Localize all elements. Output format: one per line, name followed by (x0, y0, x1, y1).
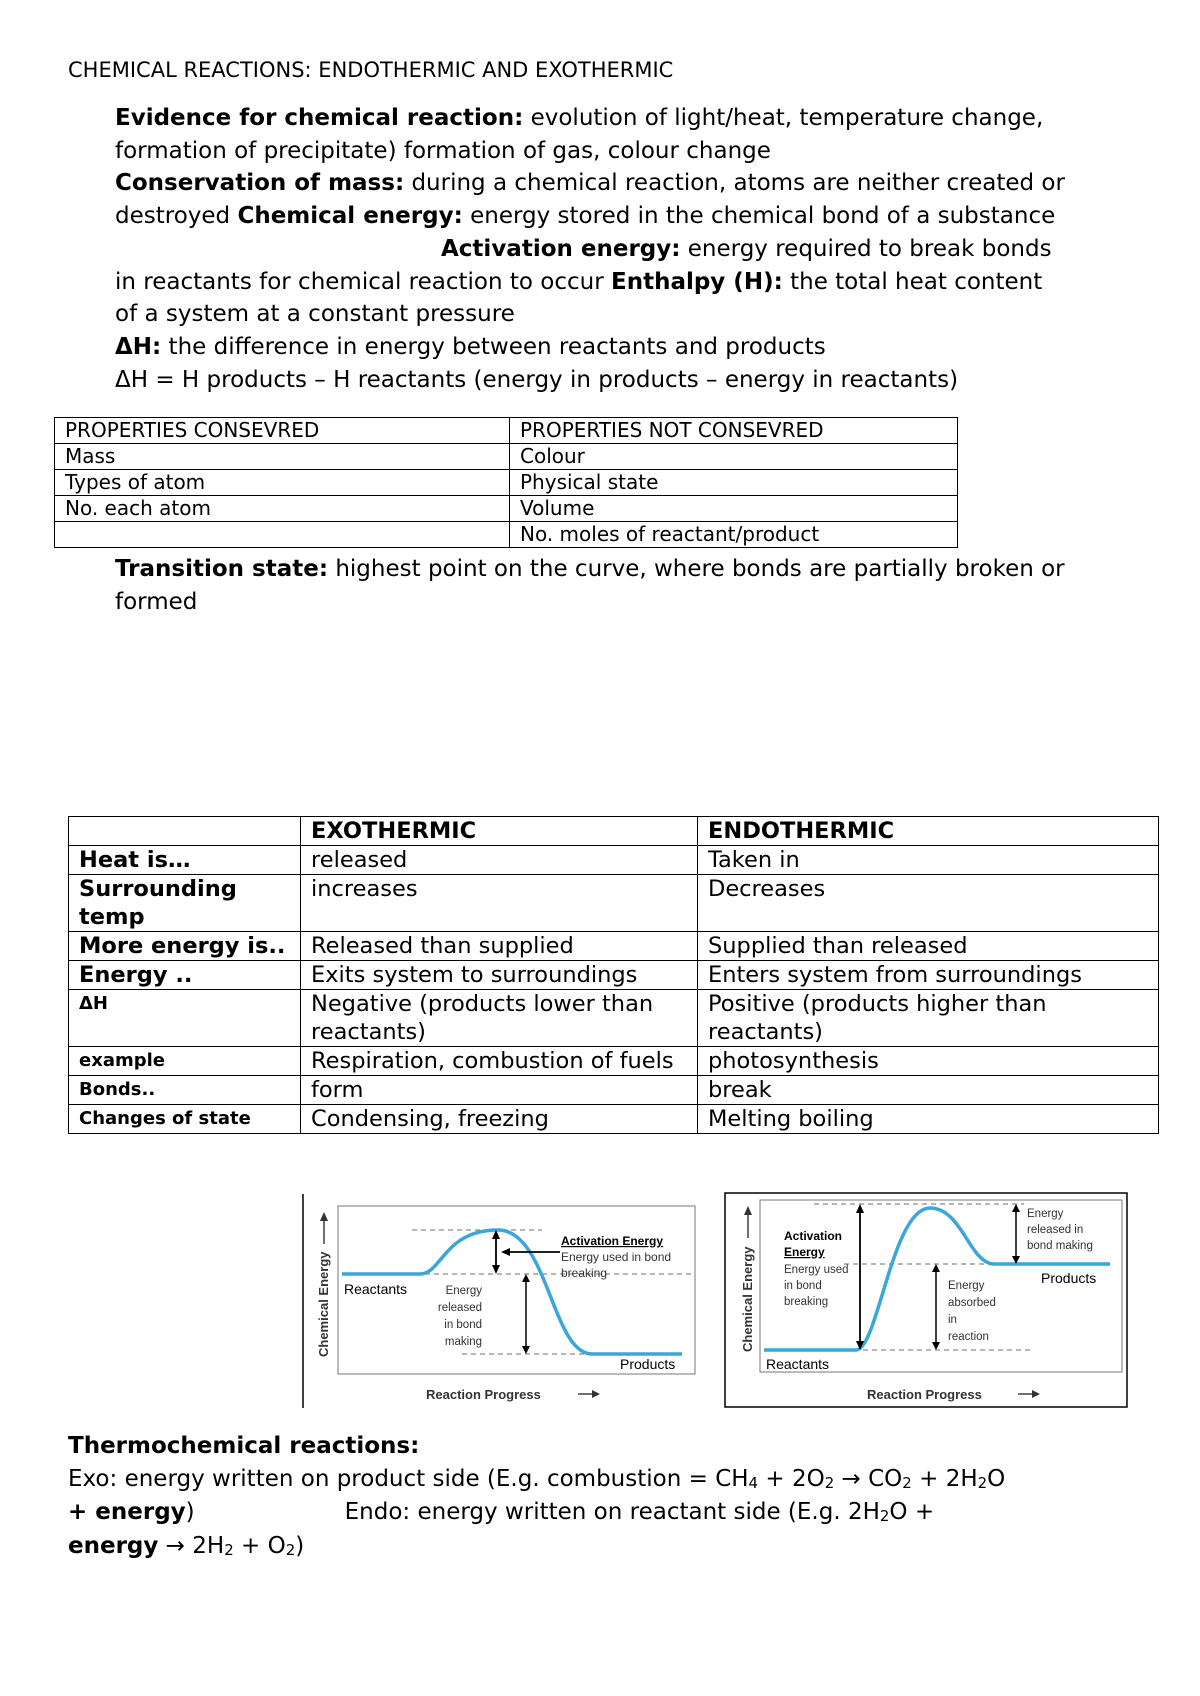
released-label-line: in bond (444, 1319, 482, 1331)
page-title: CHEMICAL REACTIONS: ENDOTHERMIC AND EXOTHERMIC (68, 58, 674, 82)
def-text-evidence: evolution of light/heat, temperature change, formation of precipitate) formation of gas, colour change (115, 105, 1044, 164)
properties-header-not-conserved: PROPERTIES NOT CONSEVRED (510, 418, 958, 444)
equation-part: O + (889, 1499, 935, 1526)
activation-label-line: breaking (561, 1266, 608, 1280)
table-cell: Released than supplied (301, 932, 698, 961)
arrowhead (492, 1265, 500, 1274)
arrowhead (522, 1274, 530, 1282)
table-cell: No. moles of reactant/product (510, 522, 958, 548)
equation-part: + O (233, 1532, 286, 1559)
subscript: 2 (879, 1507, 890, 1526)
arrowhead (1032, 1390, 1040, 1398)
row-label: Surrounding temp (69, 875, 301, 932)
table-row (69, 990, 1159, 1047)
def-term-chemical-energy: Chemical energy: (237, 203, 463, 230)
table-cell: Respiration, combustion of fuels (301, 1047, 698, 1076)
activation-title-line: Activation (784, 1229, 843, 1243)
def-term-activation: Activation energy: (441, 235, 681, 262)
thermochemical-block (68, 1430, 1128, 1563)
table-row (69, 961, 1159, 990)
properties-header-conserved: PROPERTIES CONSEVRED (55, 418, 510, 444)
table-cell: photosynthesis (698, 1047, 1159, 1076)
subscript: 2 (824, 1474, 835, 1493)
arrowhead (1012, 1204, 1020, 1212)
released-label-line: making (444, 1336, 482, 1348)
def-text-deltah: the difference in energy between reactants and products (161, 333, 826, 360)
row-label: example (69, 1047, 301, 1076)
arrowhead (744, 1206, 752, 1215)
table-cell: Colour (510, 444, 958, 470)
absorbed-label-line: absorbed (948, 1297, 996, 1309)
exo-statement: Exo: energy written on product side (E.g. combustion = CH (68, 1466, 749, 1493)
definitions-block (115, 102, 1070, 396)
comparison-header-exothermic: EXOTHERMIC (301, 817, 698, 846)
table-cell: increases (301, 875, 698, 932)
absorbed-label-line: Energy (948, 1280, 985, 1292)
activation-label-line: breaking (784, 1296, 829, 1308)
comparison-header-endothermic: ENDOTHERMIC (698, 817, 1159, 846)
table-row (69, 846, 1159, 875)
equation-part: + 2O (758, 1466, 825, 1493)
row-label: Bonds.. (69, 1076, 301, 1105)
table-row (69, 932, 1159, 961)
subscript: 2 (977, 1474, 988, 1493)
table-row (55, 444, 958, 470)
products-label: Products (620, 1356, 676, 1372)
transition-text: highest point on the curve, where bonds are partially broken or formed (115, 556, 1065, 615)
released-label-line: released in (1027, 1224, 1084, 1236)
table-cell: Positive (products higher than reactants) (698, 990, 1159, 1047)
absorbed-label-line: reaction (948, 1331, 989, 1343)
products-label: Products (1041, 1270, 1097, 1286)
table-row (69, 817, 1159, 846)
arrowhead (932, 1342, 940, 1350)
y-axis-label: Chemical Energy (740, 1246, 755, 1352)
table-cell: Types of atom (55, 470, 510, 496)
arrowhead (522, 1346, 530, 1354)
table-row (55, 522, 958, 548)
table-cell: Physical state (510, 470, 958, 496)
transition-term: Transition state: (115, 556, 329, 582)
comparison-header-blank (69, 817, 301, 846)
table-cell: form (301, 1076, 698, 1105)
exothermic-energy-diagram (302, 1194, 699, 1408)
def-term-enthalpy: Enthalpy (H): (610, 268, 783, 295)
table-row (69, 875, 1159, 932)
released-label-line: Energy (1027, 1208, 1064, 1220)
table-row (55, 418, 958, 444)
table-cell: Taken in (698, 846, 1159, 875)
def-text-conservation: during a chemical reaction, atoms are neither created or destroyed (115, 170, 1065, 230)
activation-label-line: Energy used (784, 1264, 849, 1276)
subscript: 4 (748, 1474, 759, 1493)
row-label: More energy is.. (69, 932, 301, 961)
arrowhead (932, 1264, 940, 1272)
equation-part: ) (295, 1532, 305, 1559)
activation-label-line: Energy used in bond (561, 1250, 672, 1264)
def-text-activation: energy required to break bonds in reactants for chemical reaction to occur (115, 235, 1052, 295)
table-cell: No. each atom (55, 496, 510, 522)
subscript: 2 (224, 1540, 234, 1559)
absorbed-label-line: in (948, 1314, 957, 1326)
table-cell: Melting boiling (698, 1105, 1159, 1134)
reactants-label: Reactants (344, 1281, 408, 1297)
transition-state-block (115, 553, 1070, 618)
def-text-enthalpy: the total heat content of a system at a constant pressure (115, 268, 1043, 328)
def-term-conservation: Conservation of mass: (115, 170, 405, 197)
equation-part: O (987, 1466, 1006, 1493)
def-text-chemical-energy: energy stored in the chemical bond of a substance (462, 203, 1056, 230)
equation-part: → 2H (158, 1532, 225, 1559)
comparison-table (68, 816, 1159, 1134)
def-term-evidence: Evidence for chemical reaction: (115, 105, 524, 131)
released-label-line: bond making (1027, 1240, 1093, 1252)
table-cell: Volume (510, 496, 958, 522)
endo-statement: : energy written on reactant side (E.g. 2H (402, 1499, 880, 1526)
exo-energy-term: + energy (68, 1499, 186, 1526)
def-term-deltah: ΔH: (115, 333, 162, 360)
equation-part: → CO (834, 1466, 903, 1493)
deltah-formula: ΔH = H products – H reactants (energy in products – energy in reactants) (115, 366, 959, 393)
subscript: 2 (902, 1474, 912, 1493)
y-axis-label: Chemical Energy (316, 1251, 331, 1357)
table-row (55, 470, 958, 496)
row-label: ΔH (69, 990, 301, 1047)
arrowhead (592, 1390, 600, 1398)
arrowhead (856, 1204, 864, 1213)
x-axis-label: Reaction Progress (867, 1387, 982, 1402)
table-row (69, 1076, 1159, 1105)
arrowhead (320, 1212, 328, 1221)
equation-part: + 2H (911, 1466, 978, 1493)
activation-energy-title: Activation Energy (561, 1234, 664, 1248)
released-label-line: Energy (445, 1285, 482, 1297)
table-row (55, 496, 958, 522)
row-label: Heat is… (69, 846, 301, 875)
equation-part: ) (185, 1499, 195, 1526)
table-cell: Enters system from surroundings (698, 961, 1159, 990)
x-axis-label: Reaction Progress (426, 1387, 541, 1402)
row-label: Energy .. (69, 961, 301, 990)
activation-label-line: in bond (784, 1280, 822, 1292)
table-row (69, 1047, 1159, 1076)
reactants-label: Reactants (766, 1356, 830, 1372)
table-cell: Mass (55, 444, 510, 470)
activation-title-line: Energy (784, 1245, 825, 1259)
table-cell: Decreases (698, 875, 1159, 932)
table-row (69, 1105, 1159, 1134)
arrowhead (501, 1248, 510, 1256)
endothermic-energy-diagram (724, 1192, 1128, 1408)
table-cell: released (301, 846, 698, 875)
table-cell: Negative (products lower than reactants) (301, 990, 698, 1047)
row-label: Changes of state (69, 1105, 301, 1134)
table-cell: Supplied than released (698, 932, 1159, 961)
table-cell: Condensing, freezing (301, 1105, 698, 1134)
table-cell: break (698, 1076, 1159, 1105)
properties-table (54, 417, 958, 548)
endo-statement-label: Endo (344, 1499, 403, 1526)
released-label-line: released (437, 1302, 482, 1314)
subscript: 2 (285, 1540, 296, 1559)
table-cell (55, 522, 510, 548)
thermochemical-heading: Thermochemical reactions: (68, 1433, 420, 1459)
table-cell: Exits system to surroundings (301, 961, 698, 990)
endo-energy-term: energy (68, 1532, 159, 1559)
